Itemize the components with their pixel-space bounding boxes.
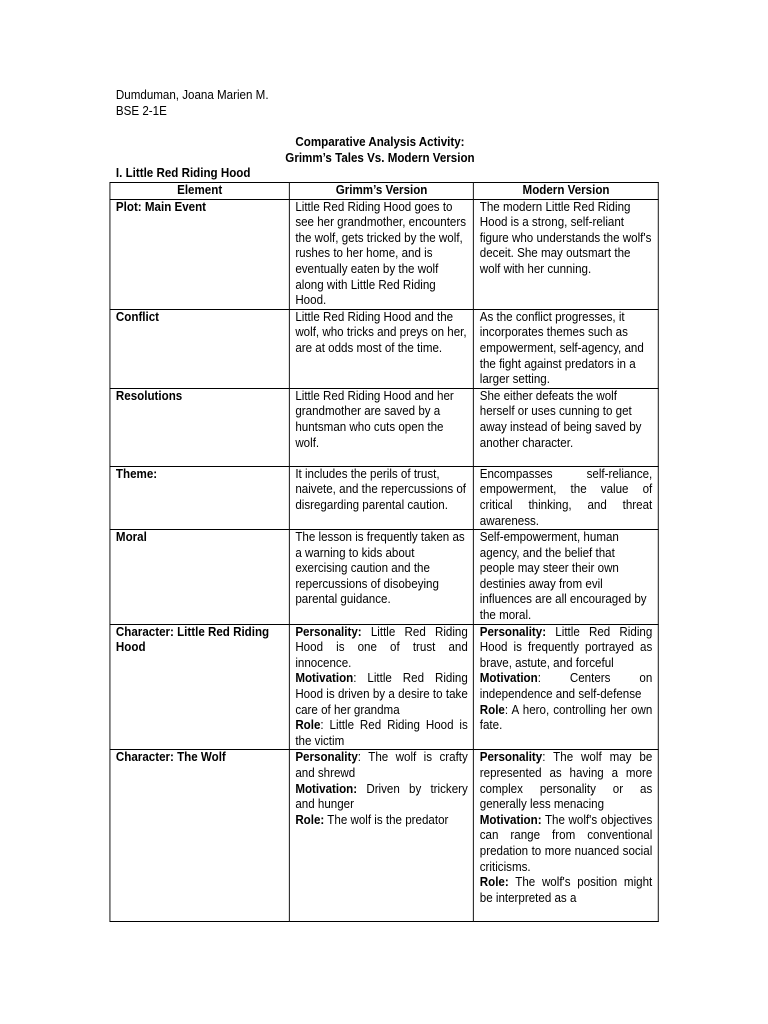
row-element: Moral (110, 530, 289, 625)
grimm-cell: Little Red Riding Hood and her grandmother are saved by a huntsman who cuts open the wolf. (289, 388, 473, 466)
row-element: Conflict (110, 309, 289, 388)
role-entry: Role: The wolf is the predator (295, 812, 449, 827)
personality-entry: Personality: The wolf is crafty and shrewd (295, 750, 468, 780)
modern-cell: Self-empowerment, human agency, and the belief that people may steer their own destinies away from evil influences are all encouraged by the moral. (474, 530, 658, 625)
author-name: Dumduman, Joana Marien M. (115, 88, 269, 102)
role-entry: Role: A hero, controlling her own fate. (479, 702, 653, 733)
modern-cell (474, 750, 658, 922)
table-row (110, 750, 658, 922)
header-modern-version: Modern Version (474, 183, 658, 200)
grimm-cell: Little Red Riding Hood goes to see her grandmother, encounters the wolf, gets tricked by the wolf, rushes to her home, and is eventually eaten by the wolf along with Little Red Riding Hood. (289, 199, 473, 309)
personality-entry: Personality: The wolf may be represented as having a more complex personality or as generally less menacing (479, 750, 653, 812)
modern-cell (474, 624, 658, 750)
row-element: Plot: Main Event (110, 199, 289, 309)
personality-entry: Personality: Little Red Riding Hood is one of trust and innocence. (295, 624, 468, 670)
row-element: Character: The Wolf (110, 750, 289, 922)
class-section: BSE 2-1E (115, 104, 167, 118)
comparison-table (109, 182, 658, 922)
table-row (110, 530, 658, 625)
table-row (110, 624, 658, 750)
table-row (110, 199, 658, 309)
role-entry: Role: The wolf's position might be interpreted as a (479, 875, 653, 905)
header-grimm-version: Grimm’s Version (289, 183, 473, 200)
grimm-cell (289, 750, 473, 922)
part-heading: I. Little Red Riding Hood (115, 166, 251, 180)
grimm-cell: Little Red Riding Hood and the wolf, who tricks and preys on her, are at odds most of the time. (289, 309, 473, 388)
modern-cell: She either defeats the wolf herself or uses cunning to get away instead of being saved by another character. (474, 388, 658, 466)
grimm-cell: The lesson is frequently taken as a warning to kids about exercising caution and the repercussions of disobeying parental guidance. (289, 530, 473, 625)
document-title-line-2: Grimm’s Tales Vs. Modern Version (285, 151, 475, 165)
role-entry: Role: Little Red Riding Hood is the victim (295, 718, 468, 748)
document-title-line-1: Comparative Analysis Activity: (295, 135, 465, 149)
table-row (110, 466, 658, 529)
motivation-entry: Motivation: Little Red Riding Hood is driven by a desire to take care of her grandma (295, 671, 468, 717)
row-element: Theme: (110, 466, 289, 529)
motivation-entry: Motivation: Driven by trickery and hunger (295, 781, 468, 812)
personality-entry: Personality: Little Red Riding Hood is frequently portrayed as brave, astute, and forceful (479, 624, 653, 670)
row-element: Character: Little Red Riding Hood (110, 624, 289, 750)
table-row (110, 388, 658, 466)
row-element: Resolutions (110, 388, 289, 466)
modern-cell: As the conflict progresses, it incorporates themes such as empowerment, self-agency, and the fight against predators in a larger setting. (474, 309, 658, 388)
motivation-entry: Motivation: The wolf's objectives can range from conventional predation to more nuanced social criticisms. (479, 812, 653, 874)
modern-cell: The modern Little Red Riding Hood is a strong, self-reliant figure who understands the wolf's deceit. She may outsmart the wolf with her cunning. (474, 199, 658, 309)
table-row (110, 309, 658, 388)
modern-cell: Encompasses self-reliance, empowerment, the value of critical thinking, and threat awareness. (474, 466, 658, 529)
header-element: Element (110, 183, 289, 200)
table-header-row (110, 183, 658, 200)
motivation-entry: Motivation: Centers on independence and self-defense (479, 671, 653, 702)
grimm-cell (289, 624, 473, 750)
grimm-cell: It includes the perils of trust, naivete, and the repercussions of disregarding parental caution. (289, 466, 473, 529)
